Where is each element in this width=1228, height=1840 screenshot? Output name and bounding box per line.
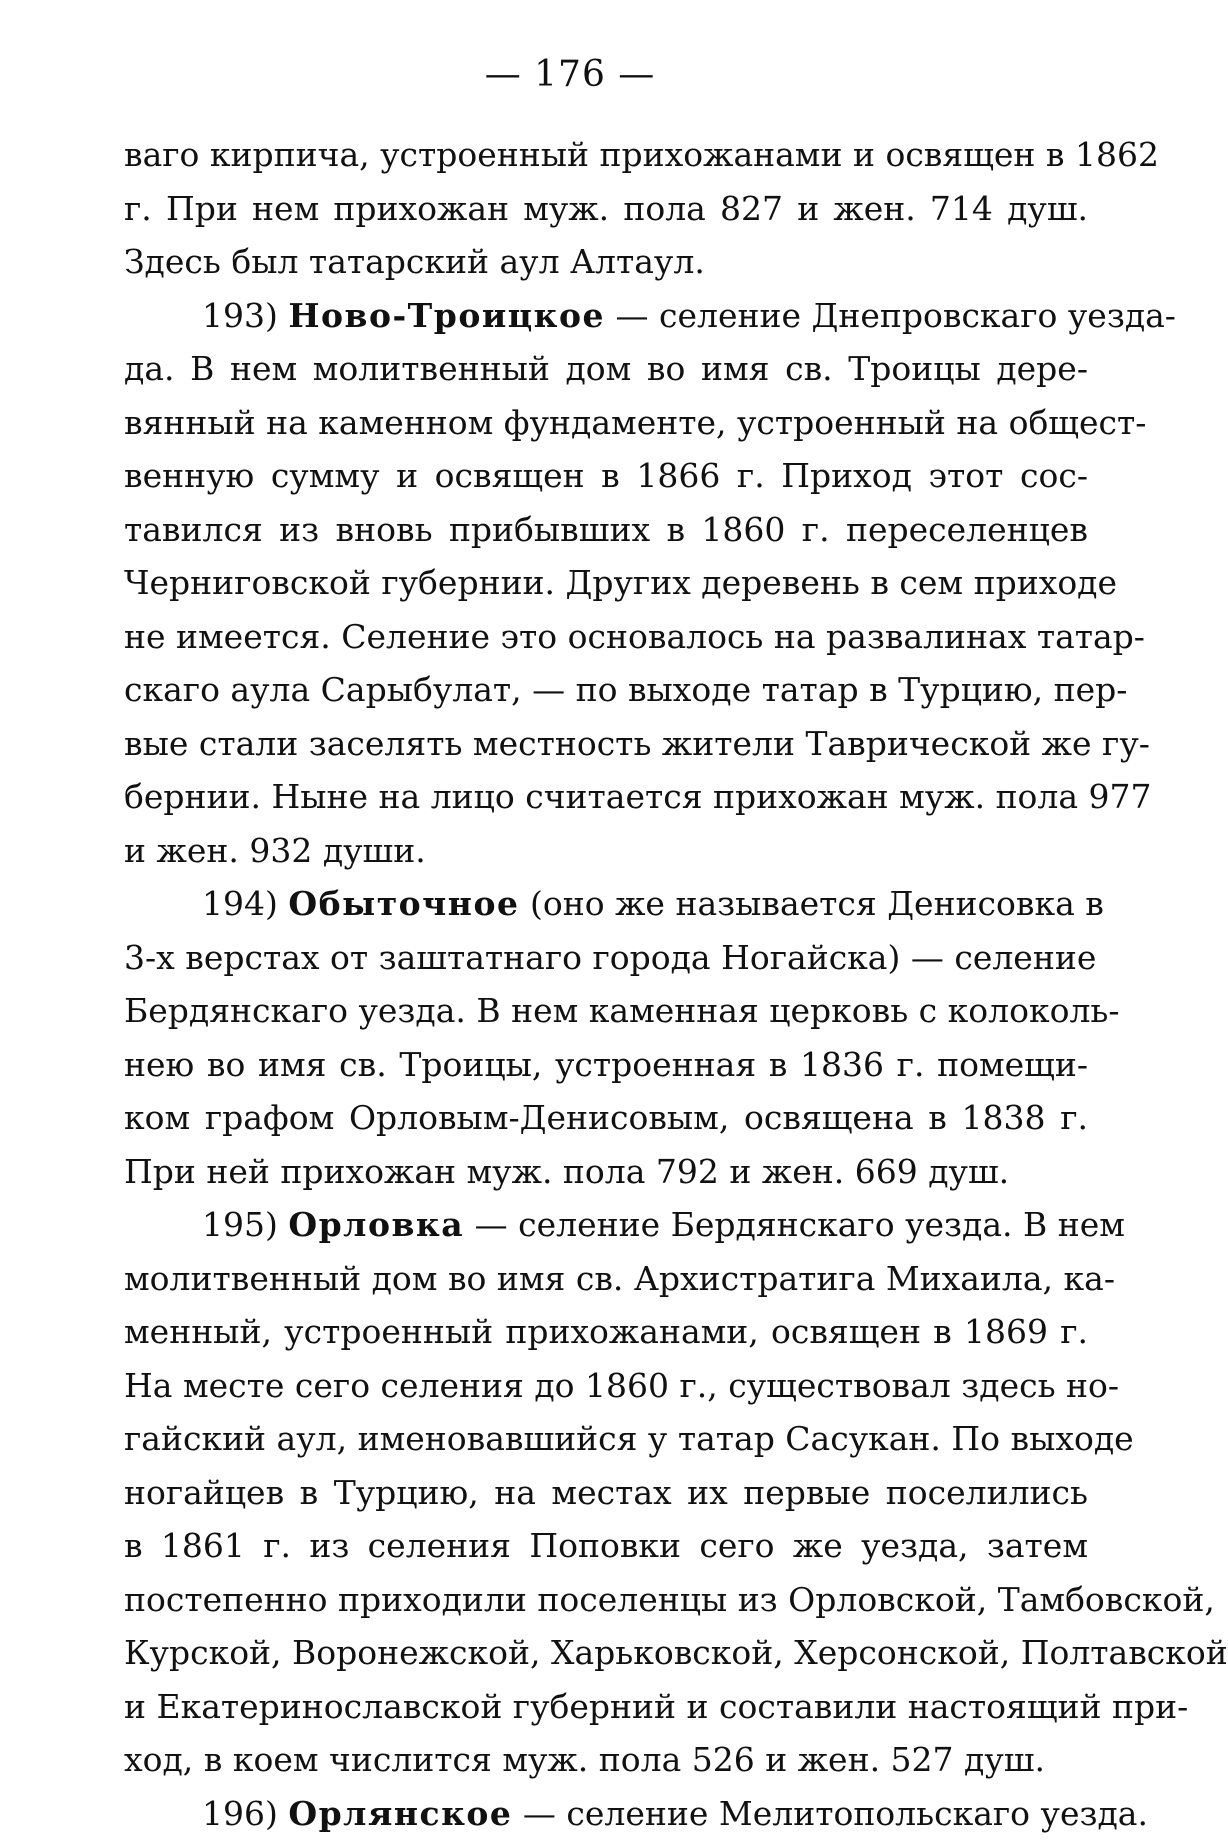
text-line: Черниговской губернии. Других деревень в сем приходе — [124, 556, 1088, 610]
text-line: постепенно приходили поселенцы из Орловской, Тамбовской, — [124, 1573, 1088, 1627]
text-line: Курской, Воронежской, Харьковской, Херсонской, Полтавской — [124, 1626, 1088, 1680]
entry-text: — селение Бердянскаго уезда. В нем — [464, 1205, 1125, 1244]
entry-193-heading-line — [124, 289, 1088, 343]
entry-title: Обыточное — [288, 884, 519, 923]
entry-text: (оно же называется Денисовка в — [519, 884, 1103, 923]
text-line: При ней прихожан муж. пола 792 и жен. 669 душ. — [124, 1145, 1088, 1199]
page-number: — 176 — — [0, 54, 1140, 95]
text-line: и жен. 932 души. — [124, 824, 1088, 878]
text-line: ком графом Орловым-Денисовым, освящена в 1838 г. — [124, 1091, 1088, 1145]
text-line: бернии. Ныне на лицо считается прихожан муж. пола 977 — [124, 770, 1088, 824]
text-line: На месте сего селения до 1860 г., существовал здесь но- — [124, 1359, 1088, 1413]
text-line: вянный на каменном фундаменте, устроенный на общест- — [124, 396, 1088, 450]
entry-194-heading-line — [124, 877, 1088, 931]
text-line: да. В нем молитвенный дом во имя св. Троицы дере- — [124, 342, 1088, 396]
text-line: гайский аул, именовавшийся у татар Сасукан. По выходе — [124, 1412, 1088, 1466]
text-line: Здесь был татарский аул Алтаул. — [124, 235, 1088, 289]
text-line: 3-х верстах от заштатнаго города Ногайска) — селение — [124, 931, 1088, 985]
text-line: и Екатеринославской губерний и составили настоящий при- — [124, 1680, 1088, 1734]
entry-title: Ново-Троицкое — [288, 296, 605, 335]
text-line: в 1861 г. из селения Поповки сего же уезда, затем — [124, 1519, 1088, 1573]
text-line: ногайцев в Турцию, на местах их первые поселились — [124, 1466, 1088, 1520]
entry-number: 196) — [202, 1794, 288, 1833]
text-line: вые стали заселять местность жители Таврической же гу- — [124, 717, 1088, 771]
entry-number: 194) — [202, 884, 288, 923]
entry-text: — селение Мелитопольскаго уезда. — [512, 1794, 1148, 1833]
text-line: скаго аула Сарыбулат, — по выходе татар в Турцию, пер- — [124, 663, 1088, 717]
entry-title: Орловка — [288, 1205, 464, 1244]
body-text — [124, 128, 1088, 1840]
text-line: г. При нем прихожан муж. пола 827 и жен. 714 душ. — [124, 182, 1088, 236]
entry-title: Орлянское — [288, 1794, 512, 1833]
entry-number: 193) — [202, 296, 288, 335]
text-line: менный, устроенный прихожанами, освящен в 1869 г. — [124, 1305, 1088, 1359]
entry-195-heading-line — [124, 1198, 1088, 1252]
text-line: ход, в коем числится муж. пола 526 и жен. 527 душ. — [124, 1733, 1088, 1787]
text-line: молитвенный дом во имя св. Архистратига Михаила, ка- — [124, 1252, 1088, 1306]
text-line: ваго кирпича, устроенный прихожанами и освящен в 1862 — [124, 128, 1088, 182]
text-line: венную сумму и освящен в 1866 г. Приход этот сос- — [124, 449, 1088, 503]
text-line: Бердянскаго уезда. В нем каменная церковь с колоколь- — [124, 984, 1088, 1038]
text-line: тавился из вновь прибывших в 1860 г. переселенцев — [124, 503, 1088, 557]
entry-number: 195) — [202, 1205, 288, 1244]
entry-196-heading-line — [124, 1787, 1088, 1840]
text-line: не имеется. Селение это основалось на развалинах татар- — [124, 610, 1088, 664]
entry-text: — селение Днепровскаго уезда- — [605, 296, 1176, 335]
text-line: нею во имя св. Троицы, устроенная в 1836 г. помещи- — [124, 1038, 1088, 1092]
